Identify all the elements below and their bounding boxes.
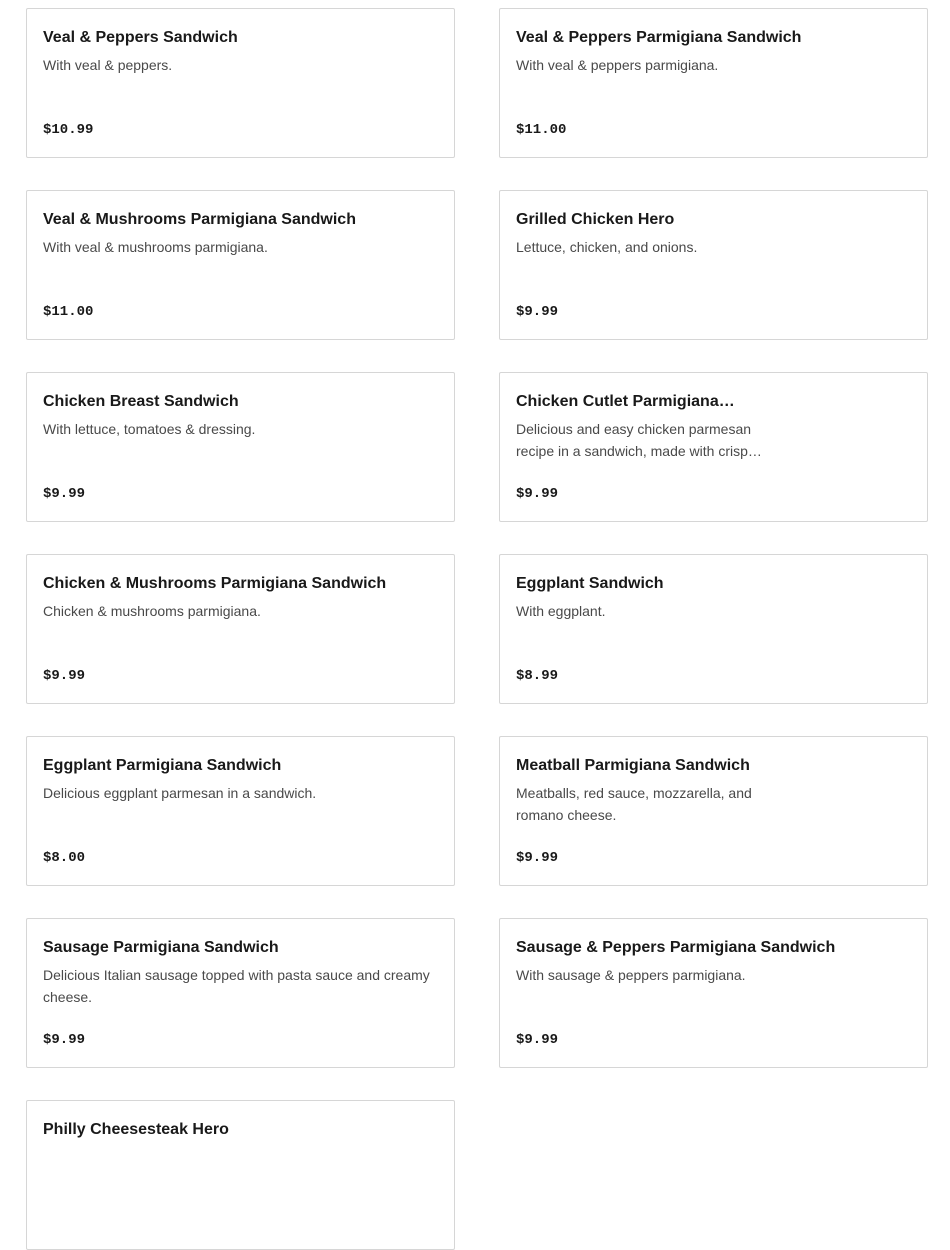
menu-item-card[interactable] — [499, 190, 928, 340]
item-price: $9.99 — [43, 1032, 86, 1048]
item-price: $9.99 — [516, 1032, 559, 1048]
item-price: $9.99 — [43, 486, 86, 502]
menu-item-card[interactable] — [26, 372, 455, 522]
item-name: Chicken Breast Sandwich — [43, 393, 239, 410]
item-name: Grilled Chicken Hero — [516, 211, 675, 228]
menu-item-card[interactable] — [26, 736, 455, 886]
item-description: With eggplant. — [516, 603, 606, 619]
item-name: Sausage & Peppers Parmigiana Sandwich — [516, 939, 836, 956]
item-name: Chicken Cutlet Parmigiana… — [516, 393, 735, 410]
item-description: With veal & peppers. — [43, 57, 173, 73]
item-name: Eggplant Parmigiana Sandwich — [43, 757, 282, 774]
item-name: Veal & Mushrooms Parmigiana Sandwich — [43, 211, 356, 228]
item-price: $9.99 — [516, 850, 559, 866]
item-description: Meatballs, red sauce, mozzarella, and romano cheese. — [516, 785, 752, 823]
menu-item-card[interactable] — [499, 372, 928, 522]
menu-item-card[interactable] — [26, 190, 455, 340]
item-price: $9.99 — [516, 486, 559, 502]
menu-grid — [26, 8, 928, 1250]
menu-item-card[interactable] — [499, 8, 928, 158]
item-description: Chicken & mushrooms parmigiana. — [43, 603, 261, 619]
item-description: With veal & mushrooms parmigiana. — [43, 239, 268, 255]
menu-item-card[interactable] — [499, 736, 928, 886]
item-name: Chicken & Mushrooms Parmigiana Sandwich — [43, 575, 387, 592]
menu-item-card[interactable] — [26, 554, 455, 704]
item-price: $9.99 — [516, 304, 559, 320]
item-description: Delicious Italian sausage topped with pasta sauce and creamy cheese. — [43, 967, 430, 1005]
item-description: With lettuce, tomatoes & dressing. — [43, 421, 256, 437]
item-description: Delicious eggplant parmesan in a sandwich. — [43, 785, 317, 801]
item-description: Delicious and easy chicken parmesan recipe in a sandwich, made with crisp… — [516, 421, 762, 459]
item-name: Veal & Peppers Sandwich — [43, 29, 238, 46]
item-price: $11.00 — [43, 304, 94, 320]
item-name: Sausage Parmigiana Sandwich — [43, 939, 279, 956]
item-price: $10.99 — [43, 122, 94, 138]
item-description: Lettuce, chicken, and onions. — [516, 239, 698, 255]
item-name: Meatball Parmigiana Sandwich — [516, 757, 750, 774]
item-name: Veal & Peppers Parmigiana Sandwich — [516, 29, 802, 46]
menu-item-card[interactable] — [26, 918, 455, 1068]
item-price: $9.99 — [43, 668, 86, 684]
item-description: With veal & peppers parmigiana. — [516, 57, 719, 73]
menu-item-card[interactable] — [499, 918, 928, 1068]
item-price: $8.00 — [43, 850, 86, 866]
item-price: $11.00 — [516, 122, 567, 138]
item-name: Eggplant Sandwich — [516, 575, 664, 592]
menu-item-card[interactable] — [26, 1100, 455, 1250]
menu-item-card[interactable] — [499, 554, 928, 704]
menu-item-card[interactable] — [26, 8, 455, 158]
item-description: With sausage & peppers parmigiana. — [516, 967, 746, 983]
item-name: Philly Cheesesteak Hero — [43, 1121, 229, 1138]
item-price: $8.99 — [516, 668, 559, 684]
